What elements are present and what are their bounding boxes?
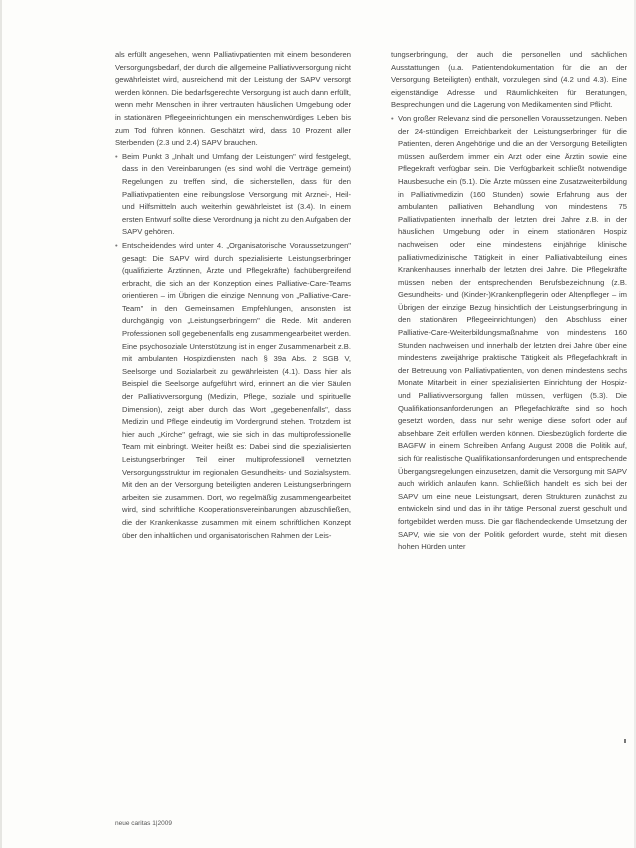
- left-bullet-item-2: [115, 240, 351, 542]
- bullet-icon: •: [391, 113, 394, 123]
- left-text-column: [115, 49, 351, 543]
- left-bullet-text-2: Entscheidendes wird unter 4. „Organisatorische Voraussetzungen" gesagt: Die SAPV wird durch spezialisierte Leistungserbringer (qualifizierte Ärztinnen, Ärzte und Pflegekräfte) fachübergreifend erbracht, die sich an der Konzeption eines Palliative-Care-Teams orientieren – im Übrigen die einzige Nennung von „Palliative-Care-Team" in den Gemeinsamen Empfehlungen, ansonsten ist durchgängig von „Leistungserbringern" die Rede. Mit anderen Professionen soll gegebenenfalls eng zusammengearbeitet werden. Eine psychosoziale Unterstützung ist in enger Zusammenarbeit z.B. mit ambulanten Hospizdiensten nach § 39a Abs. 2 SGB V, Seelsorge und Sozialarbeit zu gewährleisten (4.1). Dass hier als Beispiel die Seelsorge aufgeführt wird, erinnert an die vier Säulen der Palliativversorgung (Medizin, Pflege, soziale und spirituelle Dimension), zeigt aber durch das Wort „gegebenenfalls", dass Medizin und Pflege eindeutig im Vordergrund stehen. Trotzdem ist hier auch „Kirche" gefragt, wie sie sich in das multiprofessionelle Team mit einbringt. Weiter heißt es: Dabei sind die spezialisierten Leistungserbringer Teil einer multiprofessionell vernetzten Versorgungsstruktur im regionalen Gesundheits- und Sozialsystem. Mit den an der Versorgung beteiligten anderen Leistungserbringern arbeiten sie zusammen. Dort, wo regelmäßig zusammengearbeitet wird, sind schriftliche Kooperationsvereinbarungen abzuschließen, die der Krankenkasse zusammen mit einem schriftlichen Konzept über den inhaltlichen und organisatorischen Rahmen der Leis-: [122, 240, 351, 540]
- page-footer: neue caritas 1|2009: [115, 820, 172, 827]
- left-bullet-item-1: [115, 151, 351, 239]
- right-text-column: [391, 49, 627, 555]
- right-bullet-item-1: [391, 113, 627, 554]
- right-bullet-text-1: Von großer Relevanz sind die personellen Voraussetzungen. Neben der 24-stündigen Erreichbarkeit der Leistungserbringer für die Patienten, deren Angehörige und die an der Versorgung Beteiligten müssen außerdem immer ein Arzt oder eine Ärztin sowie eine Pflegekraft verfügbar sein. Die Verfügbarkeit schließt notwendige Hausbesuche ein (5.1). Die Ärzte müssen eine Zusatzweiterbildung in Palliativmedizin (160 Stunden) sowie Erfahrung aus der ambulanten palliativen Behandlung von mindestens 75 Palliativpatienten innerhalb der letzten drei Jahre z.B. in der häuslichen Umgebung oder in einem stationären Hospiz nachweisen oder eine mindestens einjährige klinische palliativmedizinische Tätigkeit in einer Palliativabteilung eines Krankenhauses innerhalb der letzten drei Jahre. Die Pflegekräfte müssen neben der entsprechenden Berufsbezeichnung (z.B. Gesundheits- und (Kinder-)Krankenpflegerin oder Altenpfleger – im Übrigen der einzige Bezug hinsichtlich der Leistungserbringung in den stationären Pflegeeinrichtungen) den Abschluss einer Palliative-Care-Weiterbildungsmaßnahme von mindestens 160 Stunden nachweisen und innerhalb der letzten drei Jahre über eine mindestens zweijährige praktische Tätigkeit als Pflegefachkraft in der Betreuung von Palliativpatienten, von denen mindestens sechs Monate Mitarbeit in einer spezialisierten Einrichtung der Hospiz- und Palliativversorgung fallen müssen, verfügen (5.3). Die Qualifikationsanforderungen an Pflegefachkräfte sind so hoch gesetzt worden, dass nur sehr wenige diese sofort oder auf absehbare Zeit erfüllen werden können. Diesbezüglich forderte die BAGFW in einem Schreiben Anfang August 2008 die Politik auf, sich für realistische Qualifikationsanforderungen und entsprechende Übergangsregelungen einzusetzen, damit die Versorgung mit SAPV auch wirklich anlaufen kann. Schließlich handelt es sich bei der SAPV um eine neue Leistungsart, deren Strukturen zunächst zu entwickeln sind und das in ihr tätige Personal zuerst geschult und fortgebildet werden muss. Die gar flächendeckende Umsetzung der SAPV, wie sie von der Politik gefordert wurde, steht mit diesen hohen Hürden unter: [398, 113, 627, 552]
- left-intro-paragraph: als erfüllt angesehen, wenn Palliativpatienten mit einem besonderen Versorgungsbedarf, der durch die allgemeine Palliativversorgung nicht gewährleistet wird, ausreichend mit der Leistung der SAPV versorgt werden können. Die bedarfsgerechte Versorgung ist auch dann erfüllt, wenn mehr Menschen in ihrer vertrauten häuslichen Umgebung oder in stationären Pflegeeinrichtungen ein menschenwürdiges Leben bis zum Tod führen können. Geschätzt wird, dass 10 Prozent aller Sterbenden (2.3 und 2.4) SAPV brauchen.: [115, 50, 351, 148]
- margin-tick-mark: [624, 739, 626, 743]
- page-edge-left: [0, 0, 2, 848]
- right-intro-paragraph: tungserbringung, der auch die personellen und sächlichen Ausstattungen (u.a. Patientendokumentation für die an der Versorgung Beteiligten) enthält, vorzulegen sind (4.2 und 4.3). Eine eigenständige Adresse und Räumlichkeiten für Beratungen, Besprechungen und die Lagerung von Medikamenten sind Pflicht.: [391, 50, 627, 110]
- left-bullet-text-1: Beim Punkt 3 „Inhalt und Umfang der Leistungen" wird festgelegt, dass in den Vereinbarungen (es sind wohl die Verträge gemeint) Regelungen zu treffen sind, die sicherstellen, dass für den Palliativpatienten eine reibungslose Versorgung mit Arznei-, Heil- und Hilfsmitteln auch weiterhin gewährleistet ist (3.4). In einem ersten Entwurf sollte diese Verordnung ja nicht zu den Aufgaben der SAPV gehören.: [122, 151, 351, 237]
- bullet-icon: •: [115, 151, 118, 161]
- bullet-icon: •: [115, 240, 118, 250]
